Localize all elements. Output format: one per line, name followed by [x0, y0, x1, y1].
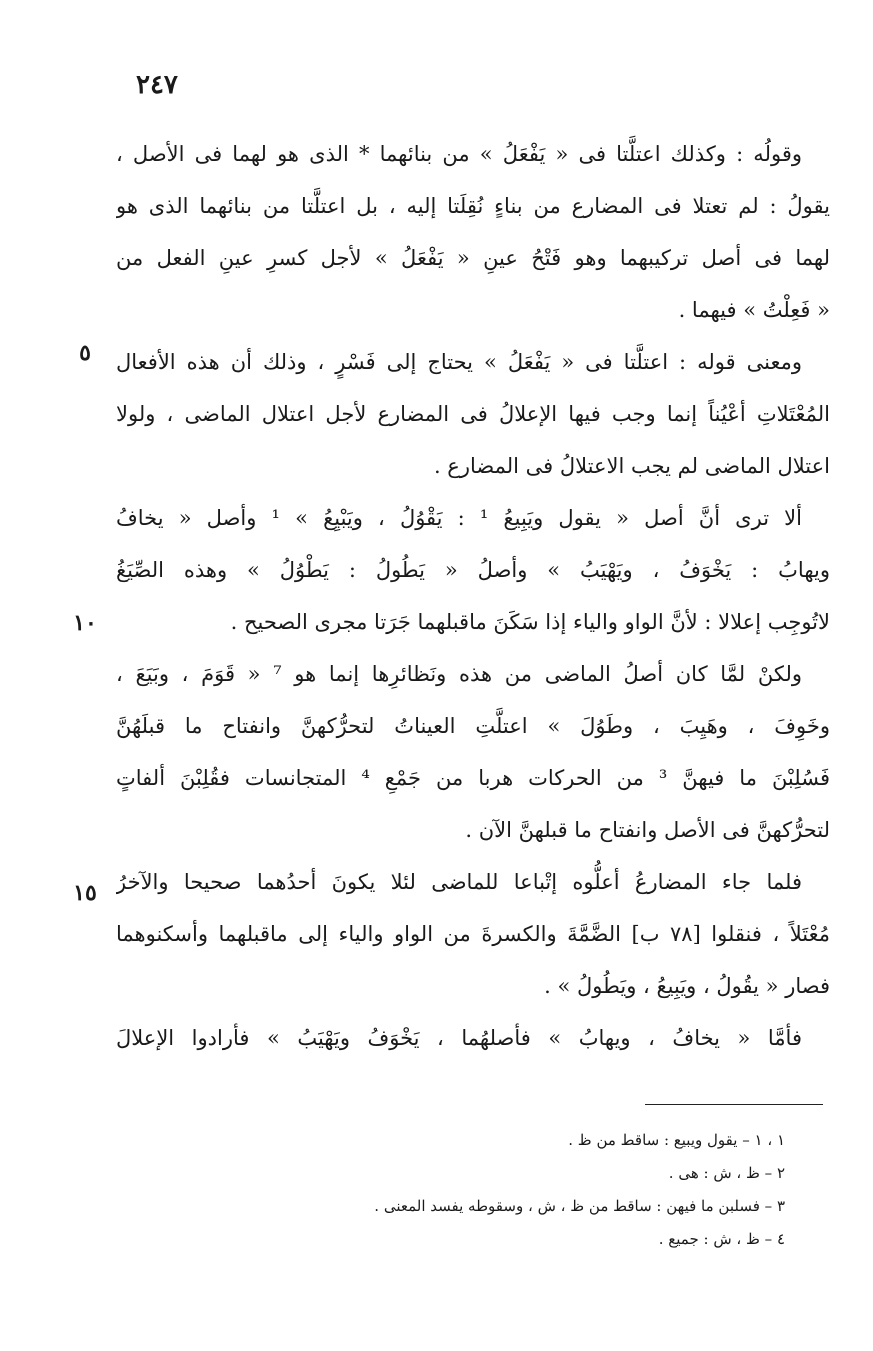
main-text — [116, 128, 830, 1064]
text-line: فلما جاء المضارعُ أعلُّوه إتْباعا للماضى لئلا يكونَ أحدُهما صحيحا والآخرُ — [116, 870, 802, 894]
text-line: فَسُلِبْنَ ما فيهنَّ ³ من الحركات هربا من جَمْعِ ⁴ المتجانسات فقُلِبْنَ ألفاتٍ — [116, 766, 830, 790]
line-number-10: ١٠ — [73, 610, 97, 636]
text-line: اعتلال الماضى لم يجب الاعتلالُ فى المضارع . — [433, 454, 830, 478]
footnote: ٢ – ظ ، ش : هى . — [668, 1164, 785, 1182]
text-line: ألا ترى أنَّ أصل « يقول ويَبِيعُ ¹ : يَقْوُلُ ، ويَبْيِعُ » ¹ وأصل « يخافُ — [116, 506, 802, 530]
footnote-separator — [645, 1104, 823, 1105]
text-line: المُعْتَلاتِ أعْيُناً إنما وجب فيها الإعلالُ فى المضارع لأجل اعتلال الماضى ، ولولا — [116, 402, 830, 426]
line-number-15: ١٥ — [73, 880, 97, 906]
text-line: لتحرُّكهنَّ فى الأصل وانفتاح ما قبلهنَّ الآن . — [465, 818, 830, 842]
text-line: فصار « يقُولُ ، ويَبِيعُ ، ويَطُولُ » . — [544, 974, 830, 998]
text-line: فأمَّا « يخافُ ، ويهابُ » فأصلهُما ، يَخْوَفُ ويَهْيَبُ » فأرادوا الإعلالَ — [116, 1026, 802, 1050]
page-number: ٢٤٧ — [136, 70, 178, 100]
text-line: لاتُوجِب إعلالا : لأنَّ الواو والياء إذا سَكَنَ ماقبلهما جَرَتا مجرى الصحيح . — [230, 610, 830, 634]
text-line: لهما فى أصل تركيبهما وهو فَتْحُ عينِ « يَفْعَلُ » لأجل كسرِ عينِ الفعل من — [116, 246, 830, 270]
text-line: ولكنْ لمَّا كان أصلُ الماضى من هذه ونَظائرِها إنما هو ⁷ « قَوَمَ ، وبَيَعَ ، — [116, 662, 802, 686]
footnote: ٤ – ظ ، ش : جميع . — [658, 1230, 785, 1248]
text-line: « فَعِلْتُ » فيهما . — [678, 298, 830, 322]
text-line: مُعْتَلاً ، فنقلوا [٧٨ ب] الضَّمَّةَ والكسرةَ من الواو والياء إلى ماقبلهما وأسكنوهما — [116, 922, 830, 946]
footnote: ٣ – فسلبن ما فيهن : ساقط من ظ ، ش ، وسقوطه يفسد المعنى . — [374, 1197, 785, 1215]
text-line: يقولُ : لم تعتلا فى المضارع من بناءٍ نُقِلَتا إليه ، بل اعتلَّتا من بنائهما الذى هو — [116, 194, 830, 218]
footnote: ١ ، ١ – يقول ويبيع : ساقط من ظ . — [568, 1131, 785, 1149]
footnotes — [300, 1124, 785, 1256]
text-line: ومعنى قوله : اعتلَّتا فى « يَفْعَلُ » يحتاج إلى فَسْرٍ ، وذلك أن هذه الأفعال — [116, 350, 802, 374]
text-line: ويهابُ : يَخْوَفُ ، ويَهْيَبُ » وأصلُ « يَطُولُ : يَطْوُلُ » وهذه الصِّيَغُ — [116, 558, 830, 582]
text-line: وقولُه : وكذلك اعتلَّتا فى « يَفْعَلُ » من بنائهما * الذى هو لهما فى الأصل ، — [116, 142, 802, 166]
text-line: وخَوِفَ ، وهَيِبَ ، وطَوُلَ » اعتلَّتِ العيناتُ لتحرُّكهنَّ وانفتاح ما قبلَهُنَّ — [116, 714, 830, 738]
line-number-5: ٥ — [79, 340, 91, 366]
